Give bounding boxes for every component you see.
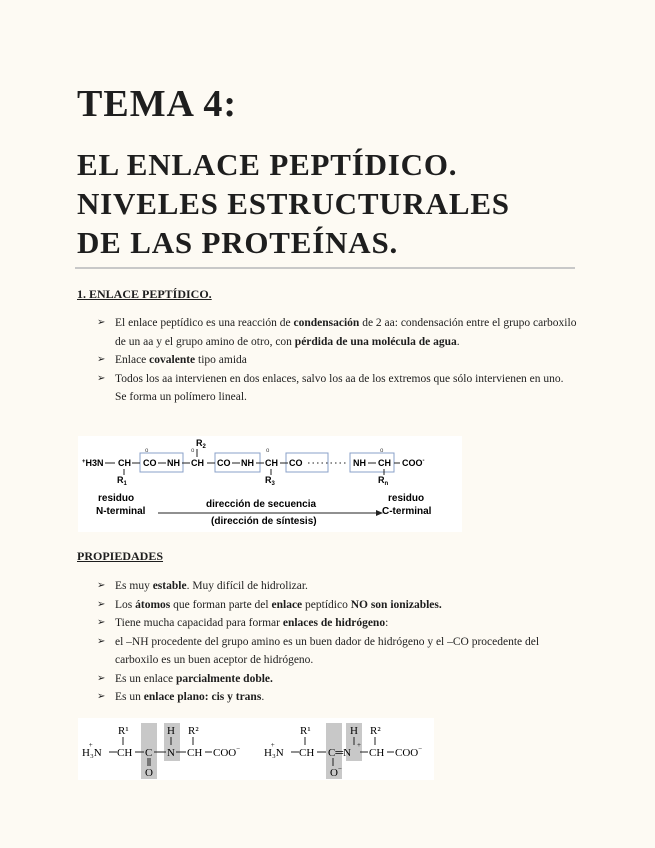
r2-left-label: R² [188,725,199,737]
h3n-left-label: H₃N+ [82,741,102,759]
title-divider [75,267,575,269]
co-label-3: CO [289,458,303,468]
c-left-label: C [145,747,153,759]
list-item: ➢ Todos los aa intervienen en dos enlaces, salvo los aa de los extremos que sólo intervienen en uno. Se forma un polímero lineal. [97,370,577,407]
o-label-n: o [380,448,384,454]
c-double-n-label: C═N [328,747,352,759]
page-title: TEMA 4: [77,83,238,125]
section-heading-propiedades: PROPIEDADES [77,549,164,563]
ch-label-3: CH [265,458,278,468]
list-item: ➢ Es muy estable. Muy difícil de hidrolizar. [97,577,577,596]
arrow-bullet-icon: ➢ [97,617,106,628]
h-right-label: H [350,725,358,737]
arrow-bullet-icon: ➢ [97,317,106,328]
r1-label: $R_1$ [117,475,127,487]
page-subtitle [77,145,510,262]
h3n-label: +H3N [82,458,104,468]
sequence-direction-label: dirección de secuencia [206,499,317,510]
subtitle-line-3: DE LAS PROTEÍNAS. [77,225,399,260]
arrow-bullet-icon: ➢ [97,598,106,610]
polypeptide-chain-figure [78,436,462,532]
list-item: ➢ Es un enlace parcialmente doble. [97,670,577,689]
subtitle-line-1: EL ENLACE PEPTÍDICO. [77,147,458,182]
arrow-bullet-icon: ➢ [97,672,106,684]
list-item: ➢ el –NH procedente del grupo amino es un buen dador de hidrógeno y el –CO procedente del carboxilo es un buen aceptor de hidrógeno. [97,633,577,670]
c-terminal-label: C-terminal [382,506,432,517]
n-left-label: N [167,747,175,759]
resonance-structures-figure [78,718,434,780]
r1-left-label: R¹ [118,725,129,737]
o-label-3: o [266,448,270,454]
ch-left-2: CH [187,747,203,759]
list-item: ➢ Los átomos que forman parte del enlace peptídico NO son ionizables. [97,596,577,615]
h-left-label: H [167,725,175,737]
subtitle-line-2: NIVELES ESTRUCTURALES [77,186,510,221]
arrow-bullet-icon: ➢ [97,580,106,591]
ch-label-n: CH [378,458,391,468]
ch-label-2: CH [191,458,204,468]
residue-c-label: residuo [388,493,425,504]
h3n-right-label: H₃N+ [264,741,284,759]
arrow-bullet-icon: ➢ [97,354,106,365]
list-item: ➢ Tiene mucha capacidad para formar enlaces de hidrógeno: [97,614,577,633]
n-terminal-label: N-terminal [96,506,146,517]
ch-right-2: CH [369,747,385,759]
section-heading-enlace-peptidico: 1. ENLACE PEPTÍDICO. [77,287,212,301]
rn-label: $R_n$ [378,475,389,487]
synthesis-direction-label: (dirección de síntesis) [211,516,317,527]
properties-bullet-list [97,577,577,707]
coo-left-label: COO− [213,745,241,759]
o-left-label: O [145,767,153,779]
coo-label: COO- [402,458,425,468]
list-item: ➢ Es un enlace plano: cis y trans. [97,688,577,707]
co-label-1: CO [143,458,157,468]
r2-label: $R_2$ [196,438,206,450]
coo-right-label: COO− [395,745,423,759]
nh-label-2: NH [241,458,254,468]
nh-label-n: NH [353,458,366,468]
arrow-bullet-icon: ➢ [97,635,106,647]
section1-bullet-list [97,314,577,407]
o-label-2: o [191,448,195,454]
o-right-label: O− [330,765,342,779]
arrow-bullet-icon: ➢ [97,691,106,702]
residue-n-label: residuo [98,493,135,504]
ch-label-1: CH [118,458,131,468]
arrow-bullet-icon: ➢ [97,372,106,384]
list-item: ➢ Enlace covalente tipo amida [97,351,577,370]
o-label-1: o [145,448,149,454]
ch-left-1: CH [117,747,133,759]
ch-right-1: CH [299,747,315,759]
nh-label-1: NH [167,458,180,468]
r2-right-label: R² [370,725,381,737]
plus-right-label: + [357,741,361,749]
list-item: ➢ El enlace peptídico es una reacción de condensación de 2 aa: condensación entre el grupo carboxilo de un aa y el grupo amino de otro, con pérdida de una molécula de agua. [97,314,577,351]
r3-label: $R_3$ [265,475,275,487]
r1-right-label: R¹ [300,725,311,737]
co-label-2: CO [217,458,231,468]
